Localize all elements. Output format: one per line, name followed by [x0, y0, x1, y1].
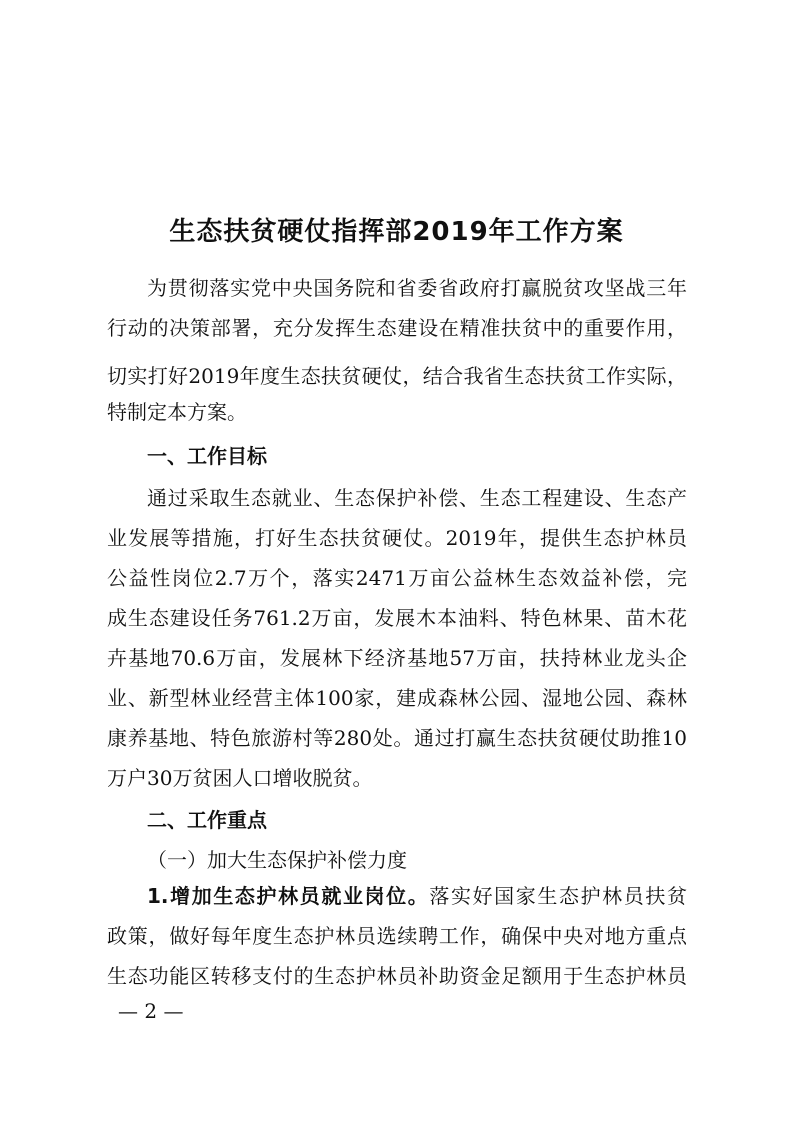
goals-line: 成生态建设任务761.2万亩，发展木本油料、特色林果、苗木花: [107, 606, 687, 630]
item-1-first-line: [147, 876, 687, 916]
goals-line: 卉基地70.6万亩，发展林下经济基地57万亩，扶持林业龙头企: [107, 646, 687, 670]
item-1-line: 政策，做好每年度生态护林员选续聘工作，确保中央对地方重点: [107, 924, 687, 948]
goals-line: 业、新型林业经营主体100家，建成森林公园、湿地公园、森林: [107, 686, 687, 710]
goals-line: 公益性岗位2.7万个，落实2471万亩公益林生态效益补偿，完: [107, 566, 687, 590]
page-number: — 2 —: [118, 999, 184, 1023]
section-heading-priorities: 二、工作重点: [147, 808, 267, 832]
intro-line: 为贯彻落实党中央国务院和省委省政府打赢脱贫攻坚战三年: [147, 276, 687, 300]
intro-line: 特制定本方案。: [107, 400, 247, 424]
item-1-lead: 1.增加生态护林员就业岗位。: [147, 884, 430, 908]
goals-line: 万户30万贫困人口增收脱贫。: [107, 766, 373, 790]
subsection-heading: （一）加大生态保护补偿力度: [147, 848, 407, 872]
goals-line: 康养基地、特色旅游村等280处。通过打赢生态扶贫硬仗助推10: [107, 726, 687, 750]
document-title: 生态扶贫硬仗指挥部2019年工作方案: [169, 217, 624, 247]
item-1-lead-rest: 落实好国家生态护林员扶贫: [429, 884, 687, 908]
item-1-line: 生态功能区转移支付的生态护林员补助资金足额用于生态护林员: [107, 964, 687, 988]
intro-line: 切实打好2019年度生态扶贫硬仗，结合我省生态扶贫工作实际，: [107, 364, 687, 388]
goals-line: 通过采取生态就业、生态保护补偿、生态工程建设、生态产: [147, 486, 687, 510]
goals-line: 业发展等措施，打好生态扶贫硬仗。2019年，提供生态护林员: [107, 526, 687, 550]
section-heading-goals: 一、工作目标: [147, 444, 267, 468]
intro-line: 行动的决策部署，充分发挥生态建设在精准扶贫中的重要作用，: [107, 316, 687, 340]
